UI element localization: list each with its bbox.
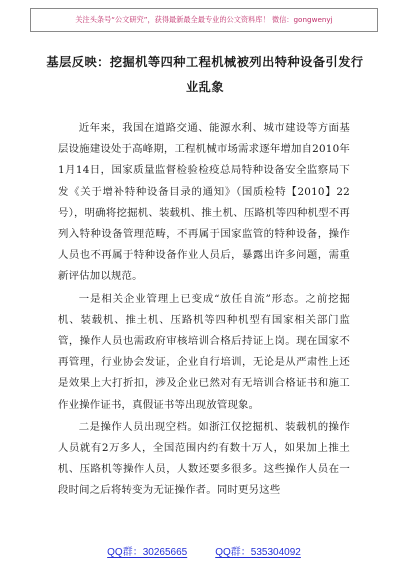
document-title bbox=[40, 50, 370, 100]
qq-group-link-2[interactable]: QQ群：535304092 bbox=[215, 547, 301, 558]
header-banner bbox=[30, 8, 378, 32]
paragraph-1: 近年来，我国在道路交通、能源水利、城市建设等方面基层设施建设处于高峰期，工程机械市场需求逐年增加自2010年1月14日，国家质量监督检验检疫总局特种设备安全监察局下发《关于增补特种设备目录的通知》（国质检特【2010】22号），明确将挖掘机、装载机、推土机、压路机等四种机型不再列入特种设备管理范畴，不再属于国家监管的特种设备，操作人员也不再属于特种设备作业人员后，暴露出许多问题，需重新评估加以规范。 bbox=[58, 122, 351, 283]
qq-group-link-1[interactable]: QQ群：30265665 bbox=[107, 547, 188, 558]
paragraph-2: 一是相关企业管理上已变成“放任自流”形态。之前挖掘机、装载机、推土机、压路机等四种机型有国家相关部门监管，操作人员也需政府审核培训合格后持证上岗。现在国家不再管理，行业协会发证，企业自行培训，无论是从严肃性上还是效果上大打折扣，涉及企业已然对有无培训合格证书和施工作业操作证书，真假证书等出现放管现象。 bbox=[58, 292, 350, 411]
banner-text: 关注头条号“公文研究”，获得最新最全最专业的公文资料库！ 微信：gongwenyj bbox=[75, 15, 333, 24]
title-line-2: 业乱象 bbox=[185, 80, 225, 94]
paragraph-3: 二是操作人员出现空档。如浙江仅挖掘机、装载机的操作人员就有2万多人，全国范围内约有数十万人，如果加上推土机、压路机等操作人员，人数还要多很多。这些操作人员在一段时间之后将转变为无证操作者。同时更另这些 bbox=[58, 420, 350, 497]
page-footer bbox=[0, 543, 408, 558]
document-body bbox=[58, 118, 350, 502]
title-line-1: 基层反映：挖掘机等四种工程机械被列出特种设备引发行 bbox=[46, 55, 364, 69]
